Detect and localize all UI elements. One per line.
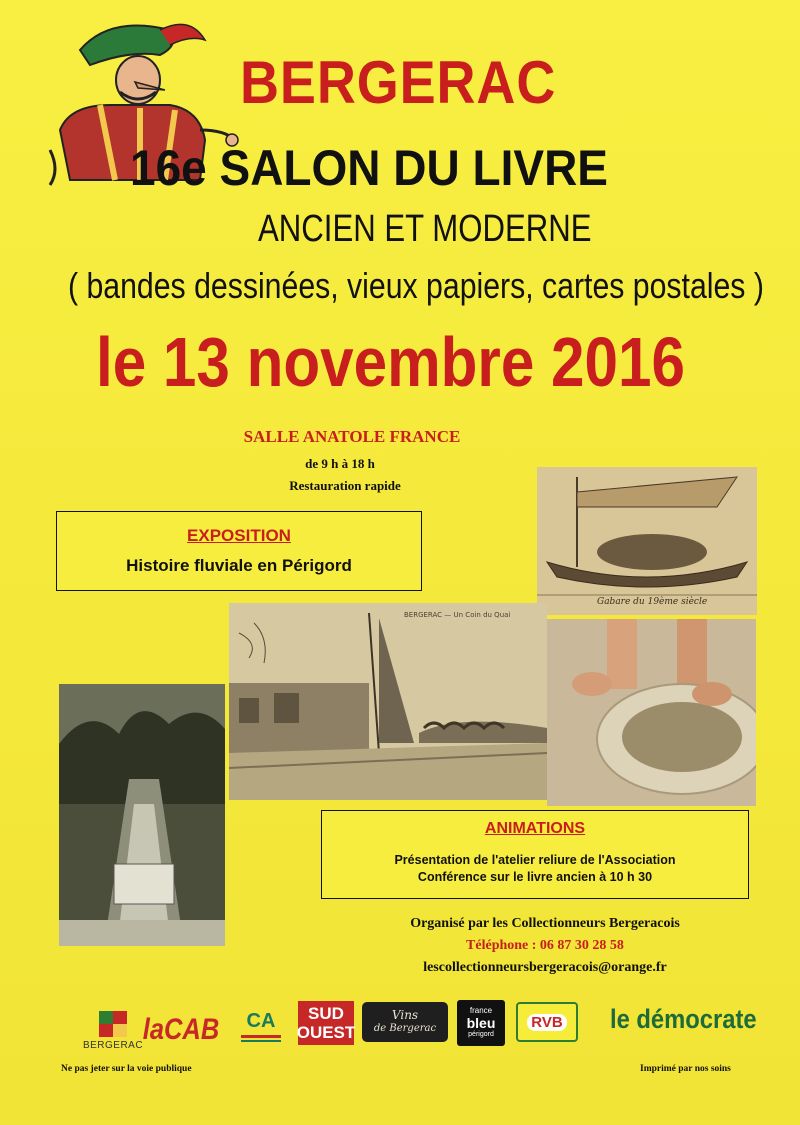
animations-line-1: Présentation de l'atelier reliure de l'Association <box>394 853 676 867</box>
exposition-box <box>56 511 422 591</box>
email: lescollectionneursbergeracois@orange.fr <box>423 960 667 975</box>
animations-line-2: Conférence sur le livre ancien à 10 h 30 <box>417 870 653 884</box>
event-subtitle: ANCIEN ET MODERNE <box>258 208 592 250</box>
rvb-logo <box>516 1002 578 1042</box>
event-title: 16e SALON DU LIVRE <box>130 140 608 196</box>
le-democrate-logo-text: le démocrate <box>609 1003 757 1034</box>
book-categories: ( bandes dessinées, vieux papiers, cartes postales ) <box>68 265 764 306</box>
footer-right: Imprimé par nos soins <box>640 1064 731 1074</box>
lacab-logo-text: laCAB <box>142 1013 220 1046</box>
boat-caption: Gabare du 19ème siècle <box>597 597 708 607</box>
vins-logo-text-2: de Bergerac <box>373 1023 437 1034</box>
vins-logo-text-1: Vins <box>391 1008 419 1022</box>
france-bleu-text-2: bleu <box>466 1015 496 1031</box>
phone: Téléphone : 06 87 30 28 58 <box>466 938 624 953</box>
bergerac-logo <box>78 1006 148 1056</box>
credit-agricole-logo <box>232 1003 290 1049</box>
vins-de-bergerac-logo <box>362 1002 448 1042</box>
le-democrate-logo <box>590 1002 776 1036</box>
credit-agricole-logo-text: CA <box>246 1010 276 1032</box>
boat-drawing-photo <box>537 467 757 615</box>
canal-lock-photo <box>59 684 225 946</box>
gold-panning-photo <box>547 619 756 806</box>
sud-ouest-logo-text-2: OUEST <box>296 1023 356 1042</box>
exposition-title: EXPOSITION <box>187 526 291 545</box>
france-bleu-text-3: périgord <box>468 1031 494 1038</box>
sud-ouest-logo-text-1: SUD <box>308 1004 344 1023</box>
france-bleu-logo <box>457 1000 505 1046</box>
animations-box <box>321 810 749 899</box>
venue-hours: de 9 h à 18 h <box>305 456 375 471</box>
france-bleu-text-1: france <box>469 1006 493 1015</box>
event-date: le 13 novembre 2016 <box>96 323 685 401</box>
bergerac-logo-text: BERGERAC <box>82 1040 144 1051</box>
quay-postcard-photo <box>229 603 547 800</box>
animations-title: ANIMATIONS <box>484 820 586 837</box>
lacab-logo <box>140 1008 222 1052</box>
venue-food: Restauration rapide <box>289 478 401 493</box>
postcard-caption: BERGERAC — Un Coin du Quai <box>404 611 511 619</box>
rvb-logo-text: RVB <box>527 1014 566 1031</box>
sud-ouest-logo <box>298 1001 354 1045</box>
footer-left: Ne pas jeter sur la voie publique <box>61 1064 192 1074</box>
venue-name: SALLE ANATOLE FRANCE <box>243 427 461 446</box>
organizer: Organisé par les Collectionneurs Bergeracois <box>410 916 680 931</box>
city-title: BERGERAC <box>240 49 557 116</box>
exposition-text: Histoire fluviale en Périgord <box>126 556 352 575</box>
